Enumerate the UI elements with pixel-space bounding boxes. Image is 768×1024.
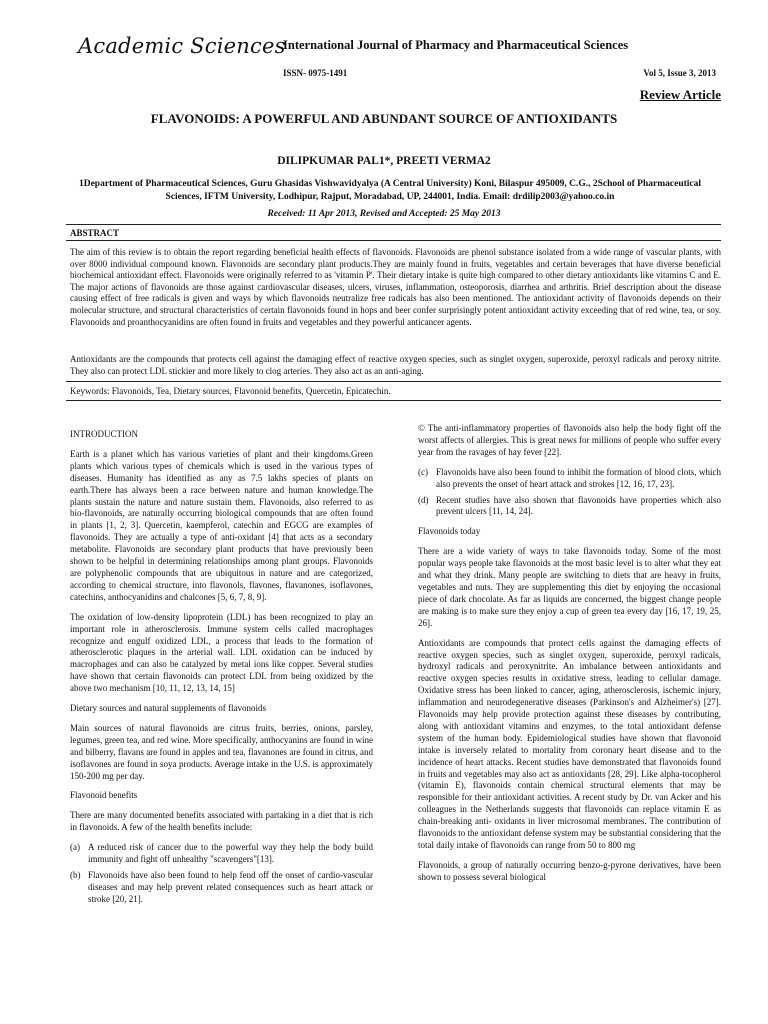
right-column [418,423,721,892]
abstract-paragraph-1: The aim of this review is to obtain the report regarding beneficial health effects of flavonoids. Flavonoids are phenol substance isolated from a wide range of vascular plants, with over 8000 individual compound known. Flavonoids are secondary plant products.They are mainly found in fruits, vegetables and certain beverages that have diverse beneficial biochemical antioxidant effect. Flavonoids were originally referred to as 'vitamin P'. Their dietary intake is quite high compared to other dietary antioxidants like vitamins C and E. The major actions of flavonoids are those against cardiovascular diseases, ulcers, viruses, inflammation, osteoporosis, diarrhea and arthritis. Brief description about the disease causing effect of free radicals is given and ways by which flavonoids neutralize free radicals has also been mentioned. The antioxidant activity of flavonoids depends on their molecular structure, and structural characteristics of certain flavonoids found in hops and beer confer surprisingly potent antioxidant activity exceeding that of red wine, tea, or soy. Flavonoids and proanthocyanidins are often found in fruits and vegetables and they powerful anticancer agents. [70,247,721,327]
keywords: Keywords: Flavonoids, Tea, Dietary sources, Flavonoid benefits, Quercetin, Epicatechin. [70,386,391,396]
divider-keywords-top [66,381,721,382]
received-dates: Received: 11 Apr 2013, Revised and Accepted: 25 May 2013 [267,209,501,219]
list-item [418,495,721,519]
anti-inflammatory-paragraph: © The anti-inflammatory properties of flavonoids also help the body fight off the worst affects of allergies. This is great news for millions of people who suffer every year from the ravages of hay fever [22]. [418,423,721,457]
list-text: Flavonoids have also been found to inhibit the formation of blood clots, which also prevents the onset of heart attack and strokes [12, 16, 17, 23]. [436,466,721,489]
list-item [70,842,373,866]
volume-issue: Vol 5, Issue 3, 2013 [643,68,716,78]
flavonoids-closing-paragraph: Flavonoids, a group of naturally occurring benzo-g-pyrone derivatives, have been shown to possess several biological [418,859,721,882]
introduction-heading: INTRODUCTION [70,429,138,439]
list-text: Flavonoids have also been found to help fend off the onset of cardio-vascular diseases and may help prevent related consequences such as heart attack or stroke [20, 21]. [88,870,373,904]
list-marker: (b) [70,870,81,880]
abstract-heading: ABSTRACT [70,228,120,238]
dietary-sources-paragraph: Main sources of natural flavonoids are citrus fruits, berries, onions, parsley, legumes, green tea, and red wine. More specifically, anthocyanins are found in wine and bilberry, flavans are found in apples and tea, flavanones are found in citrus, and isoflavones are found in soya products. Average intake in the U.S. is approximately 150-200 mg per day. [70,722,373,781]
journal-title: International Journal of Pharmacy and Pharmaceutical Sciences [283,38,629,52]
list-marker: (d) [418,494,429,505]
article-type: Review Article [639,87,721,102]
list-item [70,870,373,906]
divider-keywords-bottom [66,400,721,401]
issn: ISSN- 0975-1491 [283,68,348,78]
flavonoids-today-paragraph: There are a wide variety of ways to take flavonoids today. Some of the most popular ways people take flavonoids at the most basic level is to alter what they eat and what they drink. Many people are switching to diets that are heavy in fruits, vegetables and nuts. They are supplementing this diet by enjoying the occasional piece of dark chocolate. As far as liquids are concerned, the biggest change people are making is to make sure they enjoy a cup of green tea every day [16, 17, 19, 25, 26]. [418,546,721,628]
list-marker: (a) [70,842,80,853]
flavonoids-today-heading: Flavonoids today [418,526,481,537]
divider-top [66,224,721,225]
antioxidants-paragraph: Antioxidants are compounds that protect cells against the damaging effects of reactive oxygen species, such as singlet oxygen, superoxide, peroxyl radicals, hydroxyl radicals and peroxynitrite. An imbalance between antioxidants and reactive oxygen species results in oxidative stress, leading to cellular damage. Oxidative stress has been linked to cancer, aging, atherosclerosis, ischemic injury, inflammation and neurodegenerative diseases (Parkinson's and Alzheimer's) [27]. Flavonoids may help provide protection against these diseases by contributing, along with antioxidant vitamins and enzymes, to the total antioxidant defense system of the human body. Epidemiological studies have shown that flavonoid intake is inversely related to mortality from coronary heart disease and to the incidence of heart attacks. Recent studies have demonstrated that flavonoids found in fruits and vegetables may also act as antioxidants [28, 29]. Like alpha-tocopherol (vitamin E), flavonoids contain chemical structural elements that may be responsible for their antioxidant activities. A recent study by Dr. van Acker and his colleagues in the Netherlands suggests that flavonoids can replace vitamin E as chain-breaking anti- oxidants in liver microsomal membranes. The contribution of flavonoids to the antioxidant defense system may be substantial considering that the total daily intake of flavonoids can range from 50 to 800 mg [418,637,721,850]
list-text: A reduced risk of cancer due to the powerful way they help the body build immunity and fight off unhealthy "scavengers"[13]. [88,842,373,865]
authors: DILIPKUMAR PAL1*, PREETI VERMA2 [277,155,491,167]
introduction-paragraph-1: Earth is a planet which has various varieties of plant and their kingdoms.Green plants which various types of chemicals which is used in the various types of diseases. Humanity has identified as any as 7.5 lakhs species of plants on earth.There has always been a race between nature and human knowledge.The plants sustain the nature and nature sustain them. Flavonoids, also referred to as bio-flavonoids, are naturally occurring biological compounds that are often found in plants [1, 2, 3]. Quercetin, kaempferol, catechin and EGCG are examples of flavonoids. They are actually a type of anti-oxidant [4] that acts as a secondary metabolite. Flavonoids are secondary plant products that have previously been shown to be helpful in determining relationships among plant groups. Flavonoids are polyphenolic compounds that are ubiquitous in nature and are categorized, according to chemical structure, into flavonols, flavones, flavanones, isoflavones, catechins, anthocyanidins and chalcones [5, 6, 7, 8, 9]. [70,448,373,602]
publisher-logo: Academic Sciences [78,34,286,58]
introduction-paragraph-2: The oxidation of low-density lipoprotein (LDL) has been recognized to play an important role in atherosclerosis. Immune system cells called macrophages recognize and engulf oxidized LDL, a process that leads to the formation of atherosclerotic plaques in the arterial wall. LDL oxidation can be induced by macrophages and can also be catalyzed by metal ions like copper. Several studies have shown that certain flavonoids can protect LDL from being oxidized by the above two mechanism [10, 11, 12, 13, 14, 15] [70,611,373,694]
abstract-paragraph-2: Antioxidants are the compounds that protects cell against the damaging effect of reactive oxygen species, such as singlet oxygen, superoxide, peroxyl radicals and peroxy nitrite. They also can protect LDL stickier and more likely to clog arteries. They also act as an anti-aging. [70,354,721,376]
divider-abstract [66,240,721,241]
list-marker: (c) [418,466,428,477]
affiliation: 1Department of Pharmaceutical Sciences, Guru Ghasidas Vishwavidyalya (A Central University) Koni, Bilaspur 495009, C.G., 2School of Pharmaceutical Sciences, IFTM University, Lodhipur, Rajput, Moradabad, UP, 244001, India. Email: drdilip2003@yahoo.co.in [78,179,702,202]
left-column [70,423,373,910]
list-item [418,467,721,491]
flavonoid-benefits-heading: Flavonoid benefits [70,790,138,801]
list-text: Recent studies have also shown that flavonoids have properties which also prevent ulcers [11, 14, 24]. [436,494,721,517]
dietary-sources-heading: Dietary sources and natural supplements of flavonoids [70,703,266,714]
flavonoid-benefits-paragraph: There are many documented benefits associated with partaking in a diet that is rich in flavonoids. A few of the health benefits include: [70,810,373,833]
article-title: FLAVONOIDS: A POWERFUL AND ABUNDANT SOURCE OF ANTIOXIDANTS [150,111,618,126]
